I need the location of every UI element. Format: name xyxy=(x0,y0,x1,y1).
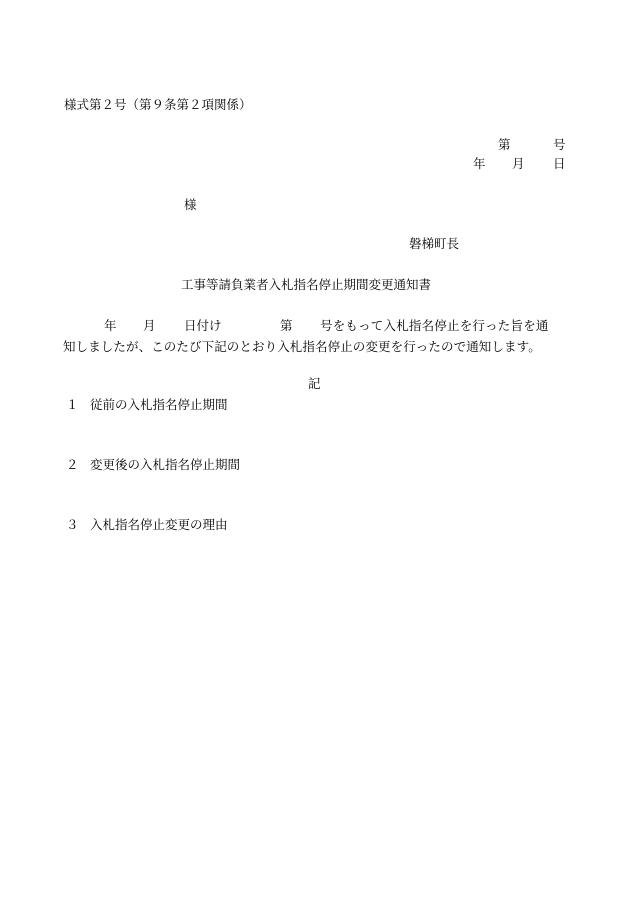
body-dai: 第 xyxy=(280,318,293,333)
issuer-name: 磐梯町長 xyxy=(409,236,460,251)
item-number: １ xyxy=(66,397,79,412)
item-number: ２ xyxy=(66,457,79,472)
recipient-suffix: 様 xyxy=(184,197,197,212)
item-label: 入札指名停止変更の理由 xyxy=(90,517,228,532)
body-tsuki: 月 xyxy=(143,318,156,333)
date-hi: 日 xyxy=(553,156,566,171)
body-nen: 年 xyxy=(104,318,117,333)
reference-go: 号 xyxy=(553,137,566,152)
body-line1-tail: 号をもって入札指名停止を行った旨を通 xyxy=(320,318,549,333)
form-label: 様式第２号（第９条第２項関係） xyxy=(64,97,252,112)
item-label: 変更後の入札指名停止期間 xyxy=(90,457,241,472)
date-tsuki: 月 xyxy=(512,156,525,171)
date-nen: 年 xyxy=(473,156,486,171)
body-hizuke: 日付け xyxy=(184,318,222,333)
document-title: 工事等請負業者入札指名停止期間変更通知書 xyxy=(181,277,432,292)
body-line2: 知しましたが、このたび下記のとおり入札指名停止の変更を行ったので通知します。 xyxy=(63,339,541,354)
reference-dai: 第 xyxy=(498,137,511,152)
ki-heading: 記 xyxy=(308,376,321,391)
item-label: 従前の入札指名停止期間 xyxy=(90,397,228,412)
item-number: ３ xyxy=(66,517,79,532)
